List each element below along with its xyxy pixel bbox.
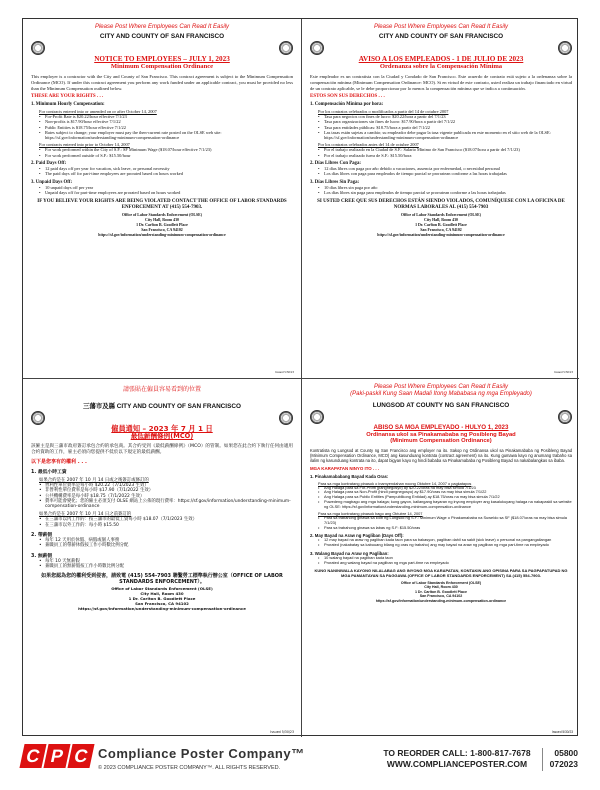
city-seal-icon: [279, 411, 293, 425]
issued-date: Issued 5/30/23: [270, 730, 294, 734]
office-address: [310, 581, 572, 603]
english-panel: [24, 20, 300, 377]
office-line: City Hall, Room 430: [140, 591, 184, 597]
section-2-heading: 2. May Bayad na Araw ng Pagliban (Days Off):: [310, 533, 404, 539]
poster-code: 05800: [554, 748, 578, 758]
section-2-list: [31, 166, 293, 177]
office-line: 1 Dr. Carlton B. Goodlett Place: [136, 223, 188, 228]
list-item: • Las tasas están sujetas a cambio; su empleador debe pagar la tasa vigente publicada en este momento en el sitio web de la OLSE: https://sf.gov/information/understanding-minimum-compensation-ordinance: [324, 130, 572, 141]
issued-date: Issued 5/30/23: [552, 730, 573, 734]
notice-title: NOTICE TO EMPLOYEES – JULY 1, 2023: [94, 55, 230, 64]
list-item: • Prorated ang walang bayad na pagliban ng mga part-time na empleyado: [324, 561, 572, 566]
section-3-heading: 3. Unpaid Days Off:: [31, 179, 73, 185]
list-item: • Los días libres con paga para empleados de tiempo parcial se prorratean conforme a las horas trabajadas: [324, 171, 572, 176]
section-1b-subheading: For contracts entered into prior to October 14, 2007: [39, 142, 130, 148]
ordinance-title: 最低薪酬條例(MCO): [130, 432, 194, 441]
section-1a-subheading: Para sa mga kontratang pinasok o inamyendahan noong Oktubre 14, 2007 o pagkatapos: [318, 480, 472, 486]
office-url-link[interactable]: https://sf.gov/information/understanding-minimum-compensation-ordinance: [98, 232, 226, 237]
rights-heading: MGA KARAPATAN NINYO ITO . . .: [310, 466, 380, 472]
list-item: • 兼職員工的無薪假按工作小時數比例分配: [45, 564, 293, 569]
logo-letter: P: [43, 744, 70, 768]
notice-title: 僱員通知 – 2023 年 7 月 1 日: [111, 424, 213, 433]
footer: [22, 738, 578, 786]
list-item: • Ang Halaga para sa Non-Profit (hindi pangnegosyo) ay $17.90/oras na may bisa simula 7/1/22: [324, 490, 572, 495]
city-seal-icon: [310, 410, 324, 424]
office-line: Office of Labor Standards Enforcement (OLSE): [111, 586, 213, 592]
list-item: • Non-profits is $17.90/hour effective 7/1/22: [45, 119, 293, 124]
section-1a-list: [31, 483, 293, 510]
website-link[interactable]: WWW.COMPLIANCEPOSTER.COM: [386, 759, 528, 770]
tagalog-panel: [303, 380, 579, 737]
office-line: San Francisco, CA 94102: [135, 601, 189, 607]
logo-letter: C: [19, 744, 46, 768]
ordinance-title: Ordenanza sobre la Compensación Mínima: [379, 63, 503, 71]
section-3-heading: 3. Walang Bayad na Araw ng Pagliban:: [310, 550, 389, 556]
office-line: Office of Labor Standards Enforcement (OLSE): [121, 213, 203, 218]
office-line: Office of Labor Standards Enforcement (OLSE): [400, 213, 482, 218]
city-heading: CITY AND COUNTY OF SAN FRANCISCO: [378, 33, 504, 41]
poster-codes: [542, 748, 578, 771]
section-2-heading: 2. Días Libres Con Paga:: [310, 160, 361, 166]
company-name: Compliance Poster Company™: [98, 746, 305, 761]
list-item: • 10 unpaid days off per year: [45, 185, 293, 190]
section-3-heading: 3. 無薪假: [31, 553, 53, 559]
office-line: San Francisco, CA 94102: [141, 228, 183, 232]
spanish-panel: [303, 20, 579, 377]
section-1-heading: 1. Minimum Hourly Compensation:: [31, 102, 105, 108]
office-line: City Hall, Room 430: [145, 218, 179, 223]
list-item: • Tasa para organizaciones sin fines de lucro: $17.90/hora a partir del 7/1/22: [324, 119, 572, 124]
city-seal-icon: [31, 411, 45, 425]
list-item: • Ang Halaga para sa For-Profit (pangnegosyo) ay $20.22/oras na may bisa simula 7/1/23: [324, 486, 572, 491]
list-item: • 營利性單位費率是每小時 $20.22（7/1/2023 生效）: [45, 483, 293, 488]
office-line: San Francisco, CA 94102: [420, 228, 462, 232]
seal-row: [31, 411, 293, 425]
rights-heading: ESTOS SON SUS DERECHOS . . .: [310, 94, 385, 100]
list-item: • 費率可能會變化；您的僱主必須支付 OLSE 網站上公佈的現行費率：https://sf.gov/information/understanding-minimum-compensation-ordinance: [45, 499, 293, 510]
office-line: 1 Dr. Carlton B. Goodlett Place: [415, 223, 467, 228]
post-instruction: 請張貼在僱員容易看到的位置: [122, 386, 201, 393]
list-item: • The paid days off for part-time employees are prorated based on hours worked: [45, 171, 293, 176]
city-seal-icon: [558, 410, 572, 424]
copyright: © 2023 COMPLIANCE POSTER COMPANY™. ALL RIGHTS RESERVED.: [98, 765, 281, 771]
section-1-heading: 1. Pinakamababang Bayad Kada Oras:: [310, 474, 389, 480]
list-item: • 12 paid days off per year for vacation, sick leave, or personal necessity: [45, 166, 293, 171]
list-item: • 每年 10 天無薪假: [45, 559, 293, 564]
list-item: • Por el trabajo realizado fuera de S.F.: $15.50/hora: [324, 153, 572, 158]
intro-paragraph: This employer is a contractor with the City and County of San Francisco. This contract agreement is subject to the Minimum Compensation Ordinance (MCO). If under this contract agreement you perform any work funded under an applicable contract, you must be provided no less than the Minimum Compensation outlined below.: [31, 74, 293, 91]
office-address: [31, 587, 293, 611]
office-line: City Hall, Room 430: [424, 218, 458, 223]
post-instruction: Please Post Where Employees Can Read It Easily: [373, 24, 509, 30]
intro-paragraph: 該僱主是與三藩市政府簽訂承包合約的承包商。其合約受到《最低薪酬條例》（MCO）的管制。如果您在此合約下執行任何由適用合約資助的工作，雇主必須向您提供不低於以下規定的最低薪酬。: [31, 443, 293, 455]
list-item: • 每年 12 天用於休假、病假或個人事務: [45, 538, 293, 543]
list-item: • 12 may bayad na araw ng pagliban kada taon para sa bakasyon, pagliban dahil sa sakit (sick leave) o personal na pangangailangan: [324, 538, 572, 543]
section-1b-list: [31, 147, 293, 158]
office-line: City Hall, Room 430: [424, 585, 458, 590]
office-line: Office of Labor Standards Enforcement (OLSE): [400, 580, 482, 585]
section-1-heading: 1. 最低小時工資: [31, 470, 67, 476]
contact-callout: KUNG NANINIWALA KAYONG NILALABAG ANG INYONG MGA KARAPATAN, KONTAKIN ANG OPISINA PARA SA PAGPAPATUPAD NG MGA PAMANTAYAN SA PAGGAWA (OFFICE OF LABOR STANDARDS ENFORCEMENT) SA (415) 554-7903.: [314, 568, 568, 579]
seal-row: [310, 41, 572, 55]
section-1b-list: [310, 147, 572, 158]
list-item: • Unpaid days off for part-time employees are prorated based on hours worked: [45, 190, 293, 195]
list-item: • 在三藩市以內工作的：按三藩市的最低工資每小時 $18.07（7/1/2023 生效）: [45, 517, 293, 522]
list-item: • Public Entities is $18.75/hour effective 7/1/22: [45, 125, 293, 130]
list-item: • 12 días libres con paga por año debido a vacaciones, ausencia por enfermedad, o necesidad personal: [324, 166, 572, 171]
list-item: • Por el trabajo realizado en la Ciudad de S.F.: Salario Mínimo de San Francisco ($18.07/hora a partir del 7/1/23): [324, 147, 572, 152]
office-line: 1 Dr. Carlton B. Goodlett Place: [128, 596, 196, 602]
section-2-heading: 2. 帶薪假: [31, 532, 53, 538]
poster-date-code: 072023: [549, 759, 578, 770]
ordinance-title: Minimum Compensation Ordinance: [110, 63, 214, 71]
contact-callout: 如果您認為您的權利受到侵害，請致電 (415) 554-7903 聯繫勞工標準執行辦公室（OFFICE OF LABOR STANDARDS ENFORCEMENT）。: [41, 573, 283, 586]
section-2-list: [310, 538, 572, 548]
post-instruction-tagalog: (Paki-paskil Kung Saan Madali Itong Mababasa ng mga Empleyado): [350, 391, 532, 398]
section-3-list: [310, 556, 572, 566]
list-item: • 10 días libres sin paga por año: [324, 185, 572, 190]
ordinance-title: Ordinansa ukol sa Pinakamababa ng Posibleng Bayad: [366, 431, 516, 438]
list-item: • 公共機構費率是每小時 $18.75（7/1/2022 生效）: [45, 494, 293, 499]
list-item: • Para sa trabahong ginawa sa labas ng S.F: $15.50/oras: [324, 526, 572, 531]
post-instruction: Please Post Where Employees Can Read It Easily: [94, 24, 230, 30]
office-address: [310, 213, 572, 237]
contact-callout: SI USTED CREE QUE SUS DERECHOS ESTÁN SIENDO VIOLADOS, COMUNÍQUESE CON LA OFICINA DE NORMAS LABORALES AL (415) 554-7903: [317, 199, 565, 211]
section-1a-list: [310, 486, 572, 510]
list-item: • Los días libres sin paga para empleados de tiempo parcial se prorratean conforme a las horas trabajadas: [324, 190, 572, 195]
city-heading: 三藩市及縣 CITY AND COUNTY OF SAN FRANCISCO: [83, 403, 241, 410]
office-url-link[interactable]: https://sf.gov/information/understanding-minimum-compensation-ordinance: [375, 598, 507, 603]
rights-heading: 以下是您享有的權利 . . .: [31, 459, 87, 466]
intro-paragraph: Este empleador es un contratista con la Ciudad y Condado de San Francisco. Este acuerdo de contrato está sujeto a la ordenanza sobre la compensación mínima (Minimum Compensation Ordinance: MCO). Si en virtud de este contrato, usted realiza un trabajo financiado en virtud de un contrato aplicable, se le debe proporcionar por lo menos la compensación mínima que se indica a continuación.: [310, 74, 572, 91]
office-line: San Francisco, CA 94102: [419, 594, 463, 599]
list-item: • Ang Halaga para sa Public Entities (Pampublikong Entidad) ay $18.75/oras na may bisa simula 7/1/22: [324, 495, 572, 500]
list-item: • For work performed outside of S.F.: $15.50/hour: [45, 153, 293, 158]
cpc-logo: [22, 744, 92, 774]
section-2-heading: 2. Paid Days Off:: [31, 160, 67, 166]
city-seal-icon: [310, 41, 324, 55]
list-item: • Tasa para negocios con fines de lucro: $20.22/hora a partir del 7/1/23: [324, 114, 572, 119]
ordinance-subtitle: (Minimum Compensation Ordinance): [390, 438, 492, 445]
section-1-heading: 1. Compensación Mínima por hora:: [310, 102, 384, 108]
section-1a-subheading: 如果合約是在 2007 年 10 月 14 日或之後簽訂或修訂的: [39, 477, 149, 483]
list-item: • Puwedeng magbago ang mga halaga; kung gayon, kailangang bayaran ng inyong employer ang kasalukuyang halaga na nakapaskil sa website ng OLSE: https://sf.gov/information/understanding-minimum-compensation-ordinance: [324, 500, 572, 510]
section-3-list: [31, 559, 293, 570]
city-heading: LUNGSOD AT COUNTY NG SAN FRANCISCO: [372, 402, 510, 410]
post-instruction: Please Post Where Employees Can Read It Easily: [373, 384, 509, 390]
section-3-heading: 3. Días Libres Sin Paga:: [310, 179, 360, 185]
list-item: • For-Profit Rate is $20.22/hour effective 7/1/23: [45, 114, 293, 119]
office-url-link[interactable]: https://sf.gov/information/understanding-minimum-compensation-ordinance: [377, 232, 505, 237]
city-seal-icon: [558, 41, 572, 55]
seal-row: [310, 410, 572, 424]
notice-title: ABISO SA MGA EMPLEYADO - HULYO 1, 2023: [373, 424, 509, 432]
city-heading: CITY AND COUNTY OF SAN FRANCISCO: [99, 33, 225, 41]
issued-date: Issued 5/30/23: [275, 370, 294, 374]
list-item: • For work performed within the City of S.F.: SF Minimum Wage ($18.07/hour effective 7/1/23): [45, 147, 293, 152]
list-item: • Prorated (nakabatay sa kabuuang bilang ng oras ng trabaho) ang may bayad na araw ng pagliban ng mga part-time na empleyado: [324, 543, 572, 548]
section-1b-list: [310, 516, 572, 530]
seal-row: [31, 41, 293, 55]
section-1a-subheading: Por los contratos celebrados o modificados a partir del 14 de octubre 2007: [318, 108, 449, 114]
reorder-info: [377, 748, 537, 771]
contact-callout: IF YOU BELIEVE YOUR RIGHTS ARE BEING VIOLATED CONTACT THE OFFICE OF LABOR STANDARDS ENFORCEMENT AT (415) 554-7903.: [37, 199, 287, 211]
city-seal-icon: [279, 41, 293, 55]
city-seal-icon: [31, 41, 45, 55]
section-1a-subheading: For contracts entered into or amended on or after October 14, 2007: [39, 108, 157, 114]
horizontal-divider: [23, 378, 579, 379]
section-1b-subheading: Para sa mga kontratang pinasok bago ang Oktubre 14, 2007: [318, 510, 423, 516]
list-item: • 非營利性單位費率是每小時 $17.90（7/1/2022 生效）: [45, 488, 293, 493]
section-3-list: [310, 185, 572, 196]
section-1a-list: [310, 114, 572, 141]
logo-letter: C: [67, 744, 94, 768]
section-3-list: [31, 185, 293, 196]
section-1b-list: [31, 517, 293, 528]
list-item: • Para sa trabahong ginawa sa loob ng Lungsod ng S.F.: Minimum Wage o Pinakamababa na Suweldo sa SF ($18.07/oras na may bisa simula 7/1/23): [324, 516, 572, 526]
section-1b-subheading: 如果合約是在 2007 年 10 月 14 日之前簽訂的: [39, 512, 132, 518]
list-item: • Tasa para entidades públicas: $18.75/hora a partir del 7/1/22: [324, 125, 572, 130]
list-item: • 兼職員工的帶薪休假按工作小時數比例分配: [45, 543, 293, 548]
notice-title: AVISO A LOS EMPLEADOS - 1 DE JULIO DE 2023: [358, 55, 524, 64]
office-url-link[interactable]: https://sf.gov/information/understanding-minimum-compensation-ordinance: [78, 605, 246, 611]
section-1b-subheading: Por los contratos celebrados antes del 14 de octubre 2007: [318, 142, 419, 148]
reorder-phone[interactable]: TO REORDER CALL: 1-800-817-7678: [383, 748, 531, 758]
intro-paragraph: Kontratista ng Lungsod at County ng San Francisco ang employer na ito. Sakop ng Ordinansa ukol sa Pinakamababa ng Posibleng Bayad (Minimum Compensation Ordinance, MCO) ang kasunduang kontrata (contract agreement) na ito. Kung gumawa kayo ng anumang trabaho sa ilalim ng kasunduang kontrata na ito, dapat bigyan kayo ng hindi bababa sa Pinakamababa ng Posibleng Bayad na nakabalangkas sa ibaba.: [310, 447, 572, 464]
issued-date: Issued 5/30/23: [554, 370, 573, 374]
section-2-list: [31, 538, 293, 549]
poster: [22, 18, 578, 736]
section-1a-list: [31, 114, 293, 141]
rights-heading: THESE ARE YOUR RIGHTS . . .: [31, 94, 104, 100]
list-item: • 10 walang bayad na pagliban kada taon: [324, 556, 572, 561]
section-2-list: [310, 166, 572, 177]
office-line: 1 Dr. Carlton B. Goodlett Place: [414, 589, 468, 594]
chinese-panel: [24, 380, 300, 737]
list-item: • Rates subject to change; your employer must pay the then-current rate posted on the OLSE web site: https://sf.gov/information/understanding-minimum-compensation-ordinance: [45, 130, 293, 141]
list-item: • 在三藩市以外工作的：每小時 $15.50: [45, 523, 293, 528]
office-address: [31, 213, 293, 237]
